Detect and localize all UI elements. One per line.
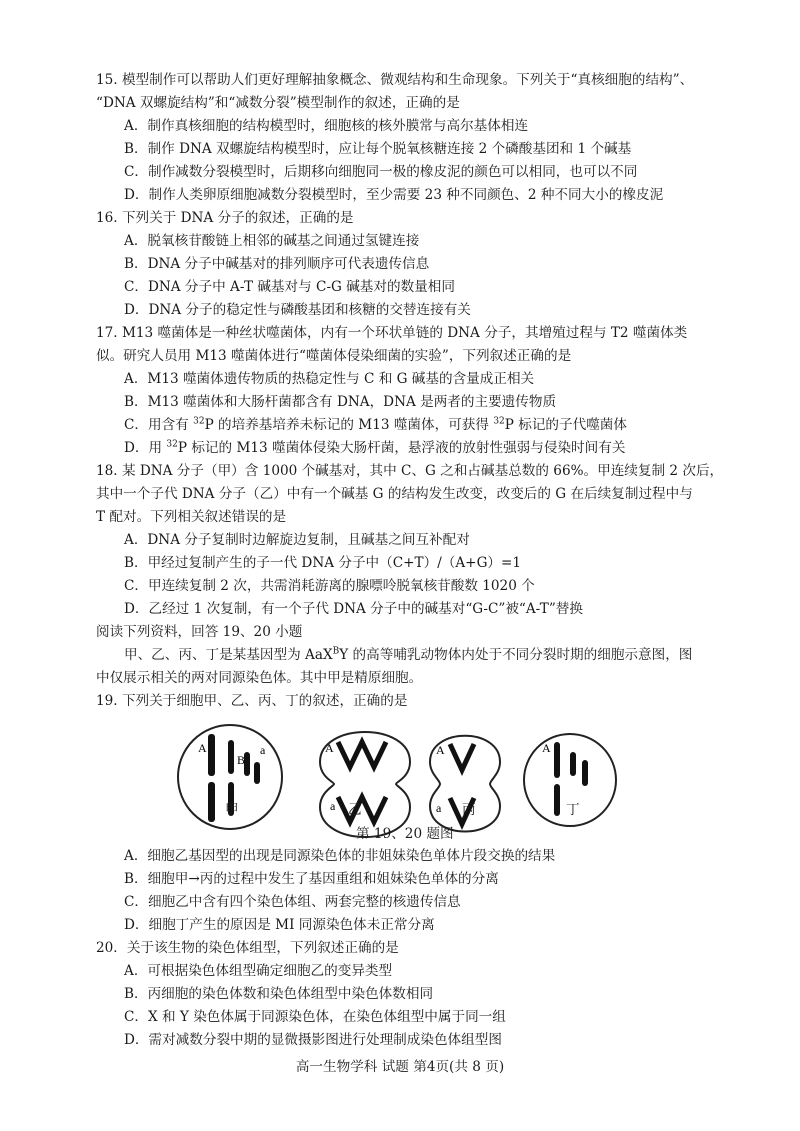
figure-label-bing: 丙 <box>462 802 476 818</box>
q15-option-b: B．制作 DNA 双螺旋结构模型时，应让每个脱氧核糖连接 2 个磷酸基团和 1 个碱基 <box>124 141 632 157</box>
q19-option-c: C．细胞乙中含有四个染色体组、两套完整的核遗传信息 <box>124 894 461 910</box>
gene-label-a-lower: a <box>260 743 266 757</box>
q15-stem-line2: “DNA 双螺旋结构”和“减数分裂”模型制作的叙述，正确的是 <box>96 95 460 111</box>
q20-option-a: A．可根据染色体组型确定细胞乙的变异类型 <box>124 963 393 979</box>
material-paragraph-line2: 中仅展示相关的两对同源染色体。其中甲是精原细胞。 <box>96 670 423 686</box>
q19-option-d: D．细胞丁产生的原因是 MI 同源染色体未正常分离 <box>124 917 435 933</box>
q17-option-b: B．M13 噬菌体和大肠杆菌都含有 DNA，DNA 是两者的主要遗传物质 <box>124 394 557 410</box>
q15-option-c: C．制作减数分裂模型时，后期移向细胞同一极的橡皮泥的颜色可以相同，也可以不同 <box>124 164 638 180</box>
gene-label-a-upper: A <box>198 741 207 755</box>
q17-stem-line1: 17. M13 噬菌体是一种丝状噬菌体，内有一个环状单链的 DNA 分子，其增殖过程与 T2 噬菌体类 <box>96 325 688 341</box>
q20-option-c: C．X 和 Y 染色体属于同源染色体，在染色体组型中属于同一组 <box>124 1009 506 1025</box>
figure-label-ding: 丁 <box>566 802 580 818</box>
q18-option-a: A．DNA 分子复制时边解旋边复制，且碱基之间互补配对 <box>124 532 470 548</box>
q18-option-d: D．乙经过 1 次复制，有一个子代 DNA 分子中的碱基对“G-C”被“A-T”替换 <box>124 601 583 617</box>
q18-stem-line1: 18. 某 DNA 分子（甲）含 1000 个碱基对，其中 C、G 之和占碱基总数的 66%。甲连续复制 2 次后， <box>96 463 724 479</box>
q17-option-a: A．M13 噬菌体遗传物质的热稳定性与 C 和 G 碱基的含量成正相关 <box>124 371 535 387</box>
q19-stem: 19. 下列关于细胞甲、乙、丙、丁的叙述，正确的是 <box>96 693 408 709</box>
material-paragraph-line1: 甲、乙、丙、丁是某基因型为 AaX$^B$Y 的高等哺乳动物体内处于不同分裂时期的细胞示意图，图 <box>124 646 693 663</box>
q20-stem: 20．关于该生物的染色体组型，下列叙述正确的是 <box>96 940 399 956</box>
q16-option-d: D．DNA 分子的稳定性与磷酸基团和核糖的交替连接有关 <box>124 302 471 318</box>
material-intro: 阅读下列资料，回答 19、20 小题 <box>96 624 303 640</box>
gene-label-a-ding: A <box>542 741 551 755</box>
q18-stem-line2: 其中一个子代 DNA 分子（乙）中有一个碱基 G 的结构发生改变，改变后的 G 在后续复制过程中与 <box>96 486 693 502</box>
figure-label-yi: 乙 <box>348 802 362 818</box>
gene-label-lower-a-bing: a <box>436 801 442 815</box>
q18-option-b: B．甲经过复制产生的子一代 DNA 分子中（C+T）/（A+G）=1 <box>124 555 522 571</box>
q18-option-c: C．甲连续复制 2 次，共需消耗游离的腺嘌呤脱氧核苷酸数 1020 个 <box>124 578 535 594</box>
q16-option-a: A．脱氧核苷酸链上相邻的碱基之间通过氢键连接 <box>124 233 420 249</box>
q15-stem-line1: 15. 模型制作可以帮助人们更好理解抽象概念、微观结构和生命现象。下列关于“真核细胞的结构”、 <box>96 72 694 88</box>
q15-option-a: A．制作真核细胞的结构模型时，细胞核的核外膜常与高尔基体相连 <box>124 118 529 134</box>
q16-option-c: C．DNA 分子中 A-T 碱基对与 C-G 碱基对的数量相同 <box>124 279 455 295</box>
q19-option-a: A．细胞乙基因型的出现是同源染色体的非姐妹染色单体片段交换的结果 <box>124 848 556 864</box>
q17-option-d: D．用 $^{32}$P 标记的 M13 噬菌体侵染大肠杆菌，悬浮液的放射性强弱与侵染时间有关 <box>124 439 626 456</box>
q20-option-d: D．需对减数分裂中期的显微摄影图进行处理制成染色体组型图 <box>124 1032 502 1048</box>
q18-stem-line3: T 配对。下列相关叙述错误的是 <box>96 509 287 525</box>
gene-label-lower-a-yi: a <box>330 799 336 813</box>
gene-label-b: B <box>237 753 246 767</box>
q20-option-b: B．丙细胞的染色体数和染色体组型中染色体数相同 <box>124 986 434 1002</box>
figure-label-jia: 甲 <box>225 802 239 818</box>
q15-option-d: D．制作人类卵原细胞减数分裂模型时，至少需要 23 种不同颜色、2 种不同大小的橡皮泥 <box>124 187 664 203</box>
figure-caption: 第 19、20 题图 <box>356 826 454 842</box>
q16-stem: 16. 下列关于 DNA 分子的叙述，正确的是 <box>96 210 354 226</box>
q17-stem-line2: 似。研究人员用 M13 噬菌体进行“噬菌体侵染细菌的实验”，下列叙述正确的是 <box>96 348 572 364</box>
gene-label-a-bing: A <box>436 743 445 757</box>
q17-option-c: C．用含有 $^{32}$P 的培养基培养未标记的 M13 噬菌体，可获得 $^{32}$P 标记的子代噬菌体 <box>124 416 627 433</box>
q16-option-b: B．DNA 分子中碱基对的排列顺序可代表遗传信息 <box>124 256 430 272</box>
gene-label-a-yi: A <box>325 741 334 755</box>
page-footer: 高一生物学科 试题 第4页(共 8 页) <box>295 1059 505 1075</box>
q19-option-b: B．细胞甲→丙的过程中发生了基因重组和姐妹染色单体的分离 <box>124 871 499 887</box>
